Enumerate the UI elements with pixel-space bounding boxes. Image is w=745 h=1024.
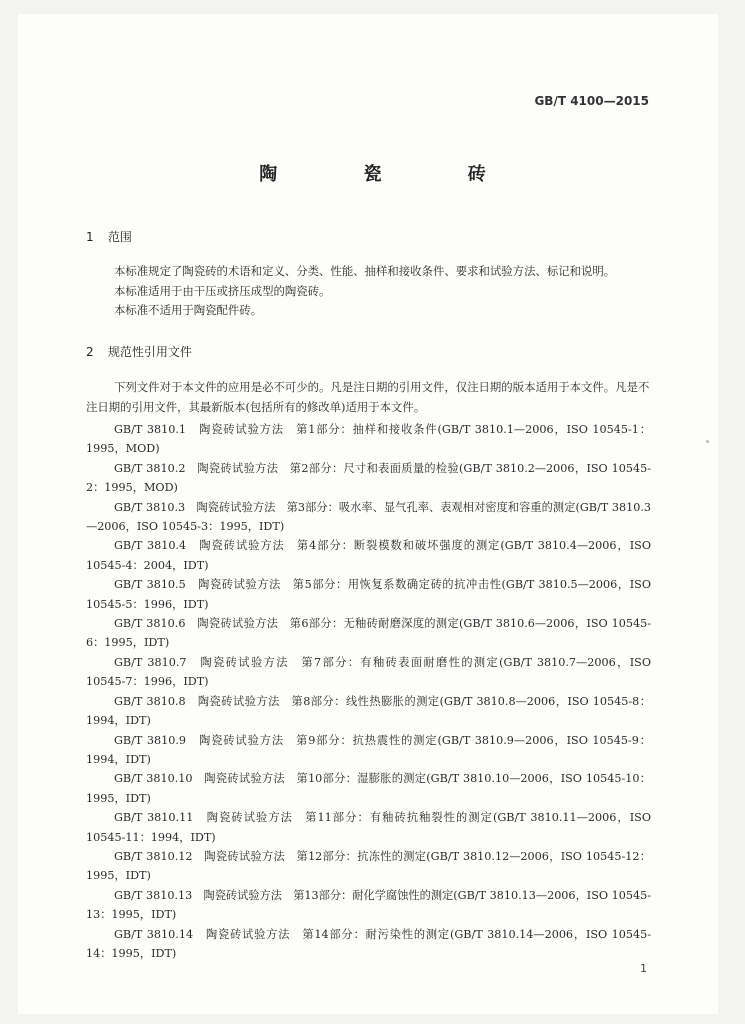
reference-item: GB/T 3810.10 陶瓷砖试验方法 第10部分：湿膨胀的测定(GB/T 3810.10—2006，ISO 10545-10：1995，IDT) (86, 772, 651, 805)
paragraph: 本标准不适用于陶瓷配件砖。 (114, 303, 263, 318)
reference-item: GB/T 3810.2 陶瓷砖试验方法 第2部分：尺寸和表面质量的检验(GB/T 3810.2—2006，ISO 10545-2：1995，MOD) (86, 461, 651, 495)
page-number: 1 (640, 962, 647, 975)
reference-item: GB/T 3810.12 陶瓷砖试验方法 第12部分：抗冻性的测定(GB/T 3810.12—2006，ISO 10545-12：1995，IDT) (86, 849, 651, 883)
standard-code: GB/T 4100—2015 (534, 94, 649, 108)
section-2-body (86, 378, 651, 417)
reference-item: GB/T 3810.7 陶瓷砖试验方法 第7部分：有釉砖表面耐磨性的测定(GB/T 3810.7—2006，ISO 10545-7：1996，IDT) (86, 655, 651, 689)
paragraph: 下列文件对于本文件的应用是必不可少的。凡是注日期的引用文件，仅注日期的版本适用于本文件。凡是不注日期的引用文件，其最新版本(包括所有的修改单)适用于本文件。 (86, 380, 650, 414)
reference-item: GB/T 3810.3 陶瓷砖试验方法 第3部分：吸水率、显气孔率、表观相对密度和容重的测定(GB/T 3810.3—2006，ISO 10545-3：1995，IDT) (86, 500, 651, 534)
reference-item: GB/T 3810.4 陶瓷砖试验方法 第4部分：断裂模数和破坏强度的测定(GB/T 3810.4—2006，ISO 10545-4：2004，IDT) (86, 539, 651, 572)
section-1-body (86, 262, 651, 321)
reference-item: GB/T 3810.14 陶瓷砖试验方法 第14部分：耐污染性的测定(GB/T 3810.14—2006，ISO 10545-14：1995，IDT) (86, 927, 651, 960)
section-title: 规范性引用文件 (107, 345, 192, 359)
reference-item: GB/T 3810.5 陶瓷砖试验方法 第5部分：用恢复系数确定砖的抗冲击性(GB/T 3810.5—2006，ISO 10545-5：1996，IDT) (86, 578, 651, 611)
reference-item: GB/T 3810.1 陶瓷砖试验方法 第1部分：抽样和接收条件(GB/T 3810.1—2006，ISO 10545-1：1995，MOD) (86, 423, 651, 456)
section-title: 范围 (107, 230, 132, 244)
section-number: 1 (86, 230, 94, 244)
section-2-heading (86, 343, 192, 360)
paragraph: 本标准适用于由干压或挤压成型的陶瓷砖。 (114, 283, 331, 298)
reference-item: GB/T 3810.6 陶瓷砖试验方法 第6部分：无釉砖耐磨深度的测定(GB/T 3810.6—2006，ISO 10545-6：1995，IDT) (86, 617, 651, 650)
reference-item: GB/T 3810.9 陶瓷砖试验方法 第9部分：抗热震性的测定(GB/T 3810.9—2006，ISO 10545-9：1994，IDT) (86, 733, 651, 766)
section-1-heading (86, 228, 132, 245)
reference-item: GB/T 3810.11 陶瓷砖试验方法 第11部分：有釉砖抗釉裂性的测定(GB/T 3810.11—2006，ISO 10545-11：1994，IDT) (86, 811, 651, 844)
reference-item: GB/T 3810.8 陶瓷砖试验方法 第8部分：线性热膨胀的测定(GB/T 3810.8—2006，ISO 10545-8：1994，IDT) (86, 694, 651, 728)
document-title: 陶 瓷 砖 (259, 164, 526, 185)
paragraph: 本标准规定了陶瓷砖的术语和定义、分类、性能、抽样和接收条件、要求和试验方法、标记和说明。 (114, 264, 616, 278)
reference-item: GB/T 3810.13 陶瓷砖试验方法 第13部分：耐化学腐蚀性的测定(GB/T 3810.13—2006，ISO 10545-13：1995，IDT) (86, 888, 651, 922)
section-number: 2 (86, 345, 94, 359)
reference-list (86, 420, 651, 963)
scan-speck (706, 440, 709, 443)
